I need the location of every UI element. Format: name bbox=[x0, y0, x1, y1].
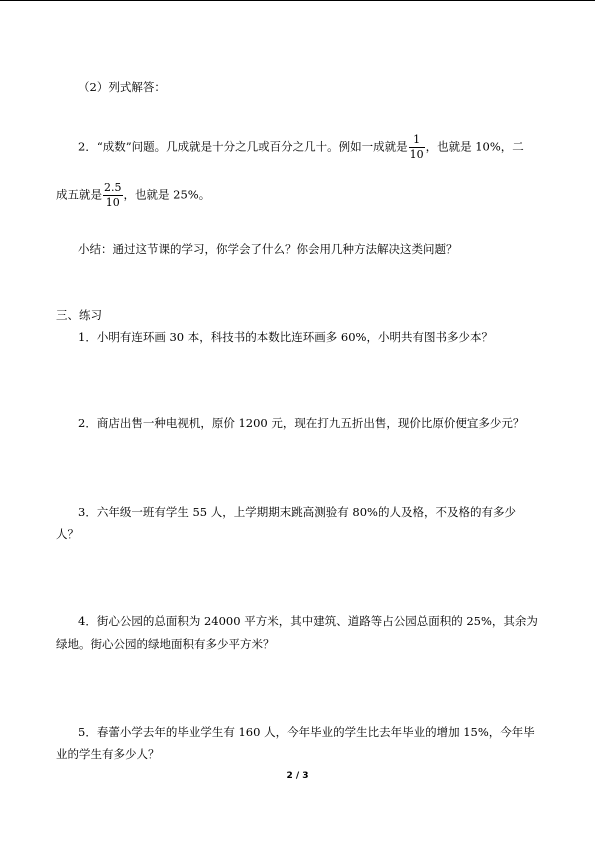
exercise-5-line-2: 业的学生有多少人？ bbox=[56, 747, 160, 761]
chengshu-line-1 bbox=[78, 134, 524, 161]
section3-title: 三、练习 bbox=[56, 308, 102, 322]
exercise-3-line-1: 3．六年级一班有学生 55 人，上学期期末跳高测验有 80%的人及格，不及格的有多少 bbox=[78, 505, 516, 519]
exercise-1: 1．小明有连环画 30 本，科技书的本数比连环画多 60%，小明共有图书多少本？ bbox=[78, 330, 493, 344]
chengshu-text-2a: 成五就是 bbox=[56, 187, 102, 202]
exercise-4-line-2: 绿地。街心公园的绿地面积有多少平方米？ bbox=[56, 637, 275, 651]
fraction-2-5-tenths bbox=[103, 182, 123, 209]
part2-heading: （2）列式解答： bbox=[78, 80, 166, 94]
fraction-denominator: 10 bbox=[409, 148, 424, 161]
chengshu-text-2b: ，也就是 25%。 bbox=[123, 187, 211, 202]
fraction-denominator: 10 bbox=[105, 196, 120, 209]
fraction-one-tenth bbox=[409, 134, 425, 161]
chengshu-text-1a: 2．“成数”问题。几成就是十分之几或百分之几十。例如一成就是 bbox=[78, 139, 408, 154]
exercise-3-line-2: 人？ bbox=[56, 527, 79, 541]
chengshu-line-2 bbox=[56, 182, 210, 209]
top-border bbox=[0, 0, 595, 1]
fraction-numerator: 1 bbox=[409, 134, 425, 148]
chengshu-text-1b: ，也就是 10%，二 bbox=[425, 139, 524, 154]
page-number: 2 / 3 bbox=[286, 771, 309, 781]
exercise-2: 2．商店出售一种电视机，原价 1200 元，现在打九五折出售，现价比原价便宜多少元？ bbox=[78, 416, 525, 430]
exercise-5-line-1: 5．春蕾小学去年的毕业学生有 160 人，今年毕业的学生比去年毕业的增加 15%，今年毕 bbox=[78, 725, 535, 739]
summary-text: 小结：通过这节课的学习，你学会了什么？你会用几种方法解决这类问题？ bbox=[78, 242, 458, 256]
fraction-numerator: 2.5 bbox=[104, 181, 122, 194]
exercise-4-line-1: 4．街心公园的总面积为 24000 平方米，其中建筑、道路等占公园总面积的 25%，其余为 bbox=[78, 614, 538, 628]
